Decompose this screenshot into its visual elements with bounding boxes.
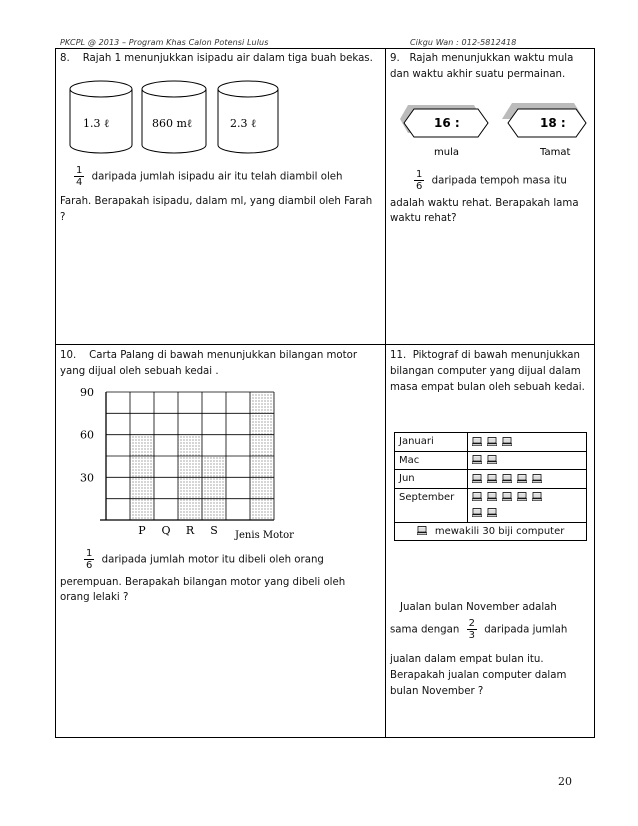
q11-line3: Berapakah jualan computer dalam bbox=[390, 670, 567, 681]
x-tick-label: Q bbox=[161, 523, 171, 537]
pictograph-key-row bbox=[395, 522, 587, 541]
q11-fraction: $\frac{2}{3}$ bbox=[468, 618, 475, 641]
icon-cell bbox=[468, 488, 587, 522]
end-clock bbox=[502, 103, 586, 137]
computer-icon bbox=[472, 455, 482, 464]
pictograph-row bbox=[395, 451, 587, 470]
y-tick-label: 90 bbox=[80, 385, 94, 399]
q11-pre: sama dengan bbox=[390, 624, 460, 636]
container-3-label: 2.3 ℓ bbox=[230, 116, 257, 130]
computer-icon bbox=[502, 474, 512, 483]
q11-text3: masa empat bulan oleh sebuah kedai. bbox=[390, 381, 585, 393]
q9-text2: dan waktu akhir suatu permainan. bbox=[390, 68, 566, 80]
pictograph-row bbox=[395, 488, 587, 522]
x-tick-label: S bbox=[210, 523, 218, 537]
computer-icon bbox=[487, 437, 497, 446]
q10-number: 10. bbox=[60, 350, 77, 361]
q8-number: 8. bbox=[60, 53, 70, 64]
bar-chart bbox=[60, 382, 382, 542]
header-left: PKCPL @ 2013 – Program Khas Calon Potensi Lulus bbox=[60, 38, 269, 47]
question-11 bbox=[390, 348, 593, 728]
pictograph-row bbox=[395, 470, 587, 489]
x-ticks bbox=[138, 524, 217, 537]
month-label: September bbox=[395, 488, 468, 522]
q11-line0: Jualan bulan November adalah bbox=[400, 602, 557, 613]
q8-fraction: $\frac{1}{4}$ bbox=[76, 164, 83, 188]
q9-text1: Rajah menunjukkan waktu mula bbox=[409, 53, 574, 64]
q11-fraction-line bbox=[390, 618, 593, 641]
month-label: Jun bbox=[395, 470, 468, 489]
q8-heading bbox=[60, 51, 382, 67]
q11-line4: bulan November ? bbox=[390, 686, 484, 697]
container-1 bbox=[70, 81, 132, 153]
q8-line3: ? bbox=[60, 211, 66, 223]
bar-R bbox=[202, 456, 226, 520]
computer-icon bbox=[487, 455, 497, 464]
q9-heading-1 bbox=[390, 51, 593, 67]
computer-icon bbox=[472, 437, 482, 446]
page-number: 20 bbox=[558, 775, 572, 788]
header-right: Cikgu Wan : 012-5812418 bbox=[410, 38, 517, 47]
q10-line1: daripada jumlah motor itu dibeli oleh orang bbox=[101, 554, 324, 566]
container-2 bbox=[142, 81, 206, 153]
q8-line1: daripada jumlah isipadu air itu telah diambil oleh bbox=[91, 171, 343, 183]
y-ticks bbox=[80, 386, 94, 484]
container-1-label: 1.3 ℓ bbox=[83, 116, 110, 130]
q9-number: 9. bbox=[390, 53, 400, 64]
computer-icon bbox=[532, 492, 542, 501]
computer-icon bbox=[502, 437, 512, 446]
end-label: Tamat bbox=[540, 146, 571, 158]
q10-line3: orang lelaki ? bbox=[60, 592, 129, 604]
q11-heading-1 bbox=[390, 348, 593, 364]
computer-icon bbox=[487, 508, 497, 517]
question-8 bbox=[60, 51, 382, 225]
q9-line3: waktu rehat? bbox=[390, 213, 457, 225]
computer-icon bbox=[487, 492, 497, 501]
question-table bbox=[55, 48, 595, 738]
month-label: Januari bbox=[395, 433, 468, 452]
q9-fraction: $\frac{1}{6}$ bbox=[416, 168, 423, 192]
pictograph-key-text: mewakili 30 biji computer bbox=[434, 525, 565, 537]
q10-fraction: $\frac{1}{6}$ bbox=[86, 547, 93, 571]
q11-text2: bilangan computer yang dijual dalam bbox=[390, 365, 581, 377]
start-label: mula bbox=[434, 146, 459, 158]
q10-heading-1 bbox=[60, 348, 382, 364]
computer-icon bbox=[417, 526, 427, 535]
end-time: 18 : bbox=[540, 115, 566, 130]
pictograph-key bbox=[395, 522, 587, 541]
question-10 bbox=[60, 348, 382, 606]
q10-text2: yang dijual oleh sebuah kedai . bbox=[60, 365, 219, 377]
icon-cell bbox=[468, 433, 587, 452]
computer-icon bbox=[502, 492, 512, 501]
question-9 bbox=[390, 51, 593, 227]
pictograph-table bbox=[394, 432, 587, 541]
q10-line2: perempuan. Berapakah bilangan motor yang dibeli oleh bbox=[60, 576, 346, 588]
q11-line1: daripada jumlah bbox=[484, 624, 568, 636]
computer-icon bbox=[487, 474, 497, 483]
q11-line2: jualan dalam empat bulan itu. bbox=[390, 654, 544, 665]
q10-text1: Carta Palang di bawah menunjukkan bilangan motor bbox=[89, 350, 358, 361]
q8-text: Rajah 1 menunjukkan isipadu air dalam tiga buah bekas. bbox=[82, 53, 373, 64]
q10-fraction-line bbox=[80, 548, 382, 571]
row-divider bbox=[56, 344, 594, 345]
column-divider bbox=[385, 49, 386, 737]
container-3 bbox=[218, 81, 278, 153]
start-clock bbox=[400, 105, 488, 137]
computer-icon bbox=[472, 474, 482, 483]
computer-icon bbox=[517, 474, 527, 483]
q11-number: 11. bbox=[390, 350, 407, 361]
x-tick-label: P bbox=[138, 523, 146, 537]
q11-text1: Piktograf di bawah menunjukkan bbox=[412, 350, 580, 361]
month-label: Mac bbox=[395, 451, 468, 470]
computer-icon bbox=[472, 508, 482, 517]
clocks-diagram bbox=[390, 93, 593, 159]
x-axis-label: Jenis Motor bbox=[235, 529, 294, 541]
computer-icon bbox=[472, 492, 482, 501]
computer-icon bbox=[532, 474, 542, 483]
q9-fraction-line bbox=[410, 169, 593, 192]
q8-fraction-line bbox=[70, 165, 382, 188]
container-2-label: 860 mℓ bbox=[152, 116, 193, 130]
icon-cell bbox=[468, 451, 587, 470]
start-time: 16 : bbox=[434, 115, 460, 130]
pictograph-row bbox=[395, 433, 587, 452]
icon-cell bbox=[468, 470, 587, 489]
q9-line2: adalah waktu rehat. Berapakah lama bbox=[390, 197, 579, 209]
computer-icon bbox=[517, 492, 527, 501]
q9-line1: daripada tempoh masa itu bbox=[431, 175, 567, 187]
containers-diagram bbox=[60, 73, 382, 161]
y-tick-label: 60 bbox=[80, 428, 94, 442]
q8-line2: Farah. Berapakah isipadu, dalam ml, yang diambil oleh Farah bbox=[60, 195, 373, 207]
x-tick-label: R bbox=[185, 523, 195, 537]
y-tick-label: 30 bbox=[80, 470, 94, 484]
